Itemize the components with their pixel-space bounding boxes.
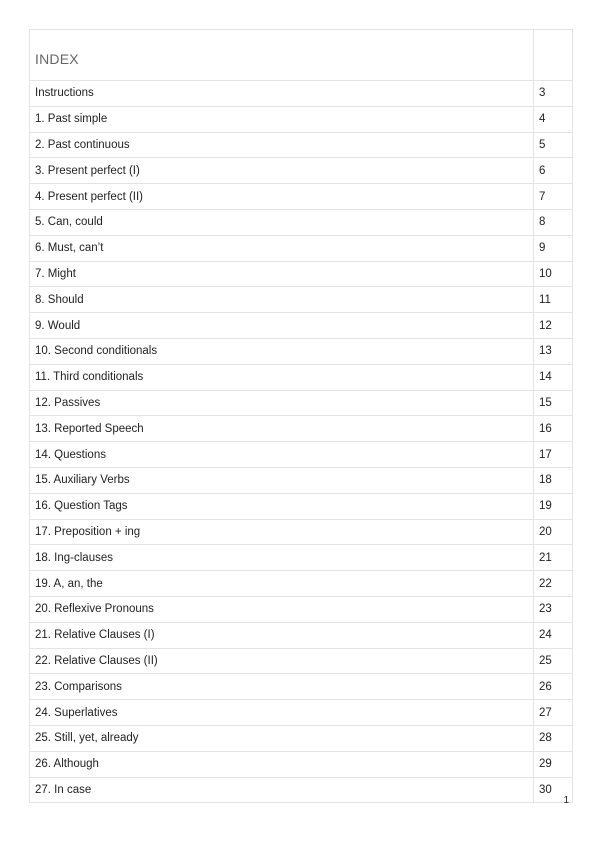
index-entry-title: 13. Reported Speech <box>30 416 534 442</box>
index-entry-title: 21. Relative Clauses (I) <box>30 622 534 648</box>
index-entry-page: 19 <box>534 493 573 519</box>
index-entry-page: 22 <box>534 571 573 597</box>
index-entry-page: 21 <box>534 545 573 571</box>
index-entry-title: 16. Question Tags <box>30 493 534 519</box>
index-entry-page: 17 <box>534 442 573 468</box>
index-entry-page: 6 <box>534 158 573 184</box>
index-row <box>30 622 573 648</box>
index-row <box>30 313 573 339</box>
index-entry-page: 11 <box>534 287 573 313</box>
index-entry-page: 16 <box>534 416 573 442</box>
index-row <box>30 235 573 261</box>
index-row <box>30 493 573 519</box>
index-entry-title: 22. Relative Clauses (II) <box>30 648 534 674</box>
index-entry-title: 1. Past simple <box>30 106 534 132</box>
index-row <box>30 467 573 493</box>
index-entry-title: 25. Still, yet, already <box>30 725 534 751</box>
index-entry-title: 11. Third conditionals <box>30 364 534 390</box>
index-table <box>29 29 573 803</box>
index-entry-page: 12 <box>534 313 573 339</box>
index-entry-title: 2. Past continuous <box>30 132 534 158</box>
index-row <box>30 674 573 700</box>
index-entry-title: 14. Questions <box>30 442 534 468</box>
index-entry-page: 29 <box>534 751 573 777</box>
index-entry-page: 5 <box>534 132 573 158</box>
index-entry-page: 25 <box>534 648 573 674</box>
index-title: INDEX <box>30 30 534 81</box>
index-row <box>30 545 573 571</box>
index-row <box>30 648 573 674</box>
index-header-page-cell <box>534 30 573 81</box>
index-row <box>30 700 573 726</box>
index-row <box>30 209 573 235</box>
index-entry-page: 9 <box>534 235 573 261</box>
index-entry-title: 4. Present perfect (II) <box>30 184 534 210</box>
index-row <box>30 442 573 468</box>
index-entry-title: 17. Preposition + ing <box>30 519 534 545</box>
index-entry-title: 19. A, an, the <box>30 571 534 597</box>
index-row <box>30 81 573 107</box>
index-row <box>30 261 573 287</box>
index-row <box>30 777 573 803</box>
index-entry-title: 8. Should <box>30 287 534 313</box>
index-row <box>30 416 573 442</box>
index-entry-page: 3 <box>534 81 573 107</box>
index-entry-page: 28 <box>534 725 573 751</box>
index-row <box>30 364 573 390</box>
index-entry-title: 3. Present perfect (I) <box>30 158 534 184</box>
index-entry-page: 27 <box>534 700 573 726</box>
index-row <box>30 519 573 545</box>
index-row <box>30 184 573 210</box>
index-table-body <box>30 30 573 803</box>
index-entry-title: 18. Ing-clauses <box>30 545 534 571</box>
index-row <box>30 132 573 158</box>
index-entry-title: 7. Might <box>30 261 534 287</box>
index-entry-page: 8 <box>534 209 573 235</box>
index-entry-page: 18 <box>534 467 573 493</box>
index-entry-page: 15 <box>534 390 573 416</box>
index-entry-page: 14 <box>534 364 573 390</box>
index-entry-page: 23 <box>534 596 573 622</box>
index-row <box>30 596 573 622</box>
index-entry-title: 24. Superlatives <box>30 700 534 726</box>
index-row <box>30 725 573 751</box>
index-entry-title: 10. Second conditionals <box>30 338 534 364</box>
index-row <box>30 338 573 364</box>
index-entry-title: 12. Passives <box>30 390 534 416</box>
index-row <box>30 390 573 416</box>
index-row <box>30 106 573 132</box>
index-entry-title: 6. Must, can’t <box>30 235 534 261</box>
index-entry-page: 26 <box>534 674 573 700</box>
index-row <box>30 751 573 777</box>
page-number: 1 <box>563 795 569 806</box>
index-row <box>30 571 573 597</box>
index-header-row <box>30 30 573 81</box>
index-row <box>30 287 573 313</box>
index-entry-title: 9. Would <box>30 313 534 339</box>
index-entry-page: 20 <box>534 519 573 545</box>
index-entry-page: 4 <box>534 106 573 132</box>
index-entry-page: 30 <box>534 777 573 803</box>
index-entry-title: 23. Comparisons <box>30 674 534 700</box>
index-entry-title: 5. Can, could <box>30 209 534 235</box>
index-entry-page: 7 <box>534 184 573 210</box>
index-entry-page: 13 <box>534 338 573 364</box>
index-entry-title: 27. In case <box>30 777 534 803</box>
index-entry-title: 15. Auxiliary Verbs <box>30 467 534 493</box>
index-entry-page: 10 <box>534 261 573 287</box>
index-entry-title: Instructions <box>30 81 534 107</box>
index-row <box>30 158 573 184</box>
index-entry-title: 26. Although <box>30 751 534 777</box>
index-entry-page: 24 <box>534 622 573 648</box>
index-entry-title: 20. Reflexive Pronouns <box>30 596 534 622</box>
